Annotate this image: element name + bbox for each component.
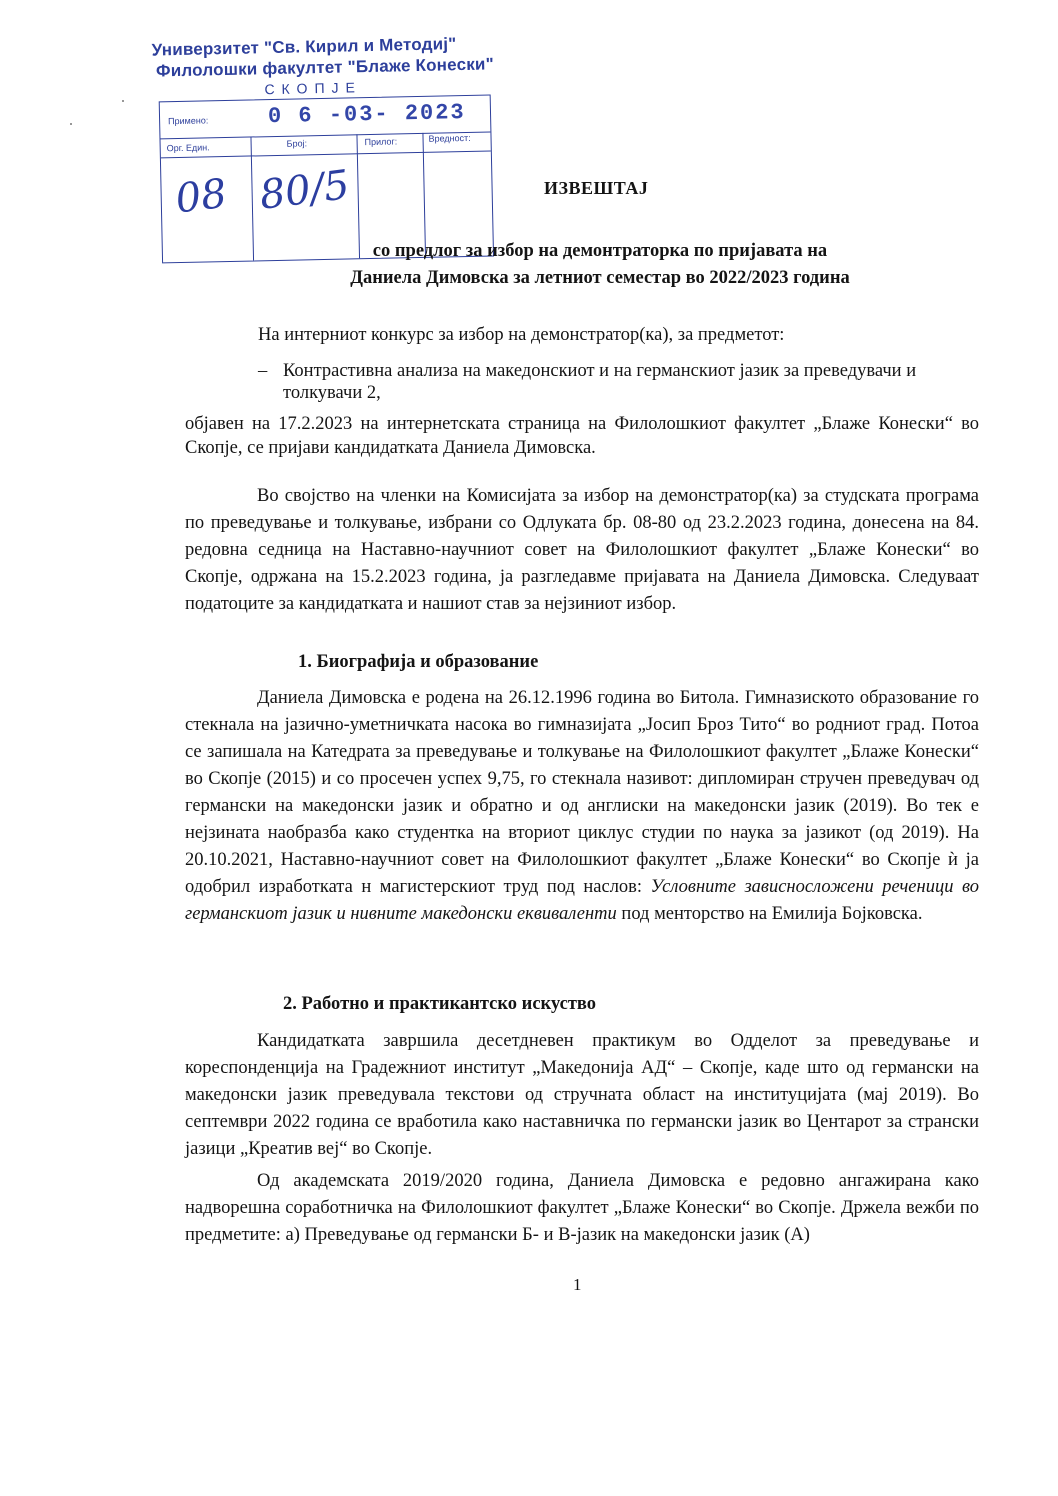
stamp-number-label: Број: [286,138,308,149]
page-number: 1 [573,1275,582,1294]
stamp-value-label: Вредност: [428,132,471,144]
stamp-received-date: 0 6 -03- 2023 [267,100,466,130]
commission-paragraph: Во својство на членки на Комисијата за избор на демонстратор(ка) за студската програма по преведување и толкување, избрани со Одлуката бр. 08-80 од 23.2.2023 година, донесена на 84. редовна седница на Наставно-научниот совет на Филолошкиот факултет „Блаже Конески“ во Скопје, одржана на 15.2.2023 година, ја разгледавме пријавата на Даниела Димовска. Следуваат податоците за кандидатката и нашиот став за нејзиниот избор. [185,486,979,614]
stamp-faculty: Филолошки факултет "Блаже Конески" [155,54,495,81]
section2-paragraph1: Кандидатката завршила десетдневен практикум во Одделот за преведување и кореспонденција на Градежниот институт „Македонија АД“ – Скопје, каде што од германски на македонски јазик преведувала текстови од стручната област на институцијата (мај 2019). Во септември 2022 година се вработила како наставничка по германски јазик во Центарот за странски јазици „Креатив веј“ во Скопје. [185,1031,979,1159]
document-subtitle-line2: Даниела Димовска за летниот семестар во 2022/2023 година [350,268,850,288]
stamp-city: СКОПЈЕ [264,79,363,98]
intro-paragraph: На интерниот конкурс за избор на демонстратор(ка), за предметот: [258,325,785,345]
bullet-dash: – [258,361,268,381]
published-paragraph: објавен на 17.2.2023 на интернетската страница на Филолошкиот факултет „Блаже Конески“ во Скопје, се пријави кандидатката Даниела Димовска. [185,414,979,458]
stamp-attachment-label: Прилог: [364,136,398,148]
stamp-university: Универзитет "Св. Кирил и Методиј" [151,34,457,60]
section2-paragraph2: Од академската 2019/2020 година, Даниела Димовска е редовно ангажирана како надворешна соработничка на Филолошкиот факултет „Блаже Конески“ во Скопје. Држела вежби по предметите: а) Преведување од германски Б- и В-јазик на македонски јазик (А) [185,1171,979,1245]
stamp-grid [159,94,494,263]
document-subtitle-line1: со предлог за избор на демонтраторка по пријавата на [372,241,828,261]
stamp-number-handwritten: 80/5 [257,161,352,219]
bullet-course-name: Контрастивна анализа на македонскиот и на германскиот јазик за преведувачи и толкувачи 2, [283,361,917,403]
section2-heading: 2. Работно и практикантско искуство [283,994,597,1014]
section1-text-b: под менторство на Емилија Бојковска. [616,904,923,924]
registration-stamp [151,32,495,223]
course-bullet [258,360,983,404]
section1-paragraph [185,685,979,928]
section1-text-a: Даниела Димовска е родена на 26.12.1996 година во Битола. Гимназиското образование го стекнала на јазично-уметничката насока во гимназијата „Јосип Броз Тито“ во родниот град. Потоа се запишала на Катедрата за преведување и толкување на Филолошкиот факултет „Блаже Конески“ во Скопје (2015) и со просечен успех 9,75, го стекнала називот: дипломиран стручен преведувач од германски на македонски јазик и обратно и од англиски на македонски јазик (2019). Во тек е нејзината наобразба како студентка на вториот циклус студии по наука за јазикот (од 2019). На 20.10.2021, Наставно-научниот совет на Филолошкиот факултет „Блаже Конески“ во Скопје ѝ ја одобрил изработката н магистерскиот труд под наслов: [185,688,979,897]
section1-heading: 1. Биографија и образование [298,652,539,672]
thesis-title: Условните зависносложени реченици во германскиот јазик и нивните македонски еквиваленти [185,877,979,924]
document-title: ИЗВЕШТАЈ [544,178,649,198]
stamp-received-label: Примено: [168,115,209,127]
stamp-org-unit-handwritten: 08 [173,170,230,223]
stamp-org-unit-label: Орг. Един. [166,142,210,154]
